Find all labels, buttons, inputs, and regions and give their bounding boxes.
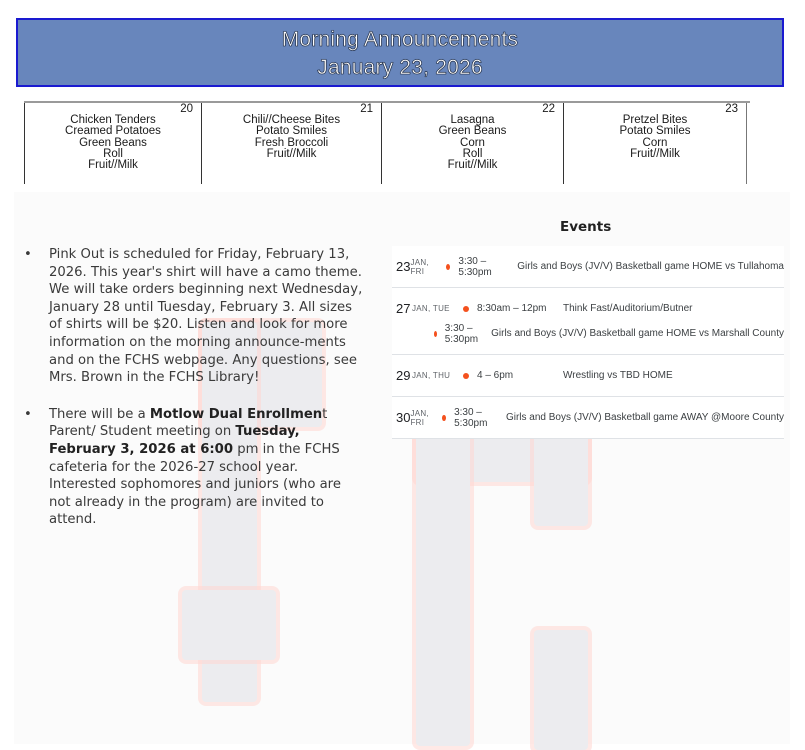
lunch-item: Corn bbox=[642, 136, 668, 149]
event-dot-icon bbox=[434, 331, 437, 337]
lunch-item: Creamed Potatoes bbox=[65, 125, 161, 138]
event-dot-icon bbox=[463, 373, 469, 379]
announcement-text: Pink Out is scheduled for Friday, February 13, 2026. This year's shirt will have a camo theme. We will take orders beginning next Wednesday, January 28 until Tuesday, February 3. All sizes of shirts will be $20. Listen and look for more information on the morning announce-ments and on the FCHS webpage. Any questions, see Mrs. Brown in the FCHS Library! bbox=[49, 247, 363, 386]
events-heading: Events bbox=[560, 219, 612, 235]
bullet-icon: • bbox=[24, 406, 32, 422]
event-day bbox=[392, 246, 784, 288]
event-title: Girls and Boys (JV/V) Basketball game AWAY @Moore County bbox=[505, 412, 784, 423]
event-time: 8:30am – 12pm bbox=[477, 303, 547, 314]
lunch-item: Fruit//Milk bbox=[447, 159, 498, 172]
lunch-item: Pretzel Bites bbox=[622, 114, 688, 126]
lunch-item: Roll bbox=[462, 147, 483, 160]
event-day-number: 29 bbox=[396, 368, 411, 383]
lunch-day-cell bbox=[201, 103, 381, 184]
event-day bbox=[392, 397, 784, 439]
event-title: Girls and Boys (JV/V) Basketball game HOME vs Tullahoma bbox=[517, 261, 784, 272]
event-time: 3:30 – 5:30pm bbox=[454, 406, 488, 429]
lunch-item: Green Beans bbox=[438, 125, 507, 138]
event-day-number: 30 bbox=[396, 410, 411, 425]
page-date: January 23, 2026 bbox=[317, 56, 483, 79]
page-title: Morning Announcements bbox=[281, 28, 519, 51]
announcement-bold-text: Tuesday, February 3, 2026 at 6:00 bbox=[49, 424, 300, 457]
header-banner bbox=[16, 18, 784, 87]
announcement-item bbox=[24, 406, 364, 529]
announcement-item bbox=[24, 246, 364, 387]
event-weekday: JAN, FRI bbox=[410, 257, 430, 276]
event-row[interactable] bbox=[392, 254, 784, 279]
event-time: 3:30 – 5:30pm bbox=[458, 255, 492, 278]
event-row[interactable] bbox=[392, 405, 784, 430]
announcement-text-part: pm in the FCHS cafeteria for the 2026-27 school year. Interested sophomores and juniors (who are not already in the program) are invited to attend. bbox=[49, 441, 341, 528]
lunch-day-number: 23 bbox=[725, 103, 738, 115]
lunch-item: Potato Smiles bbox=[256, 125, 327, 138]
announcement-bold-text: Motlow Dual Enrollmen bbox=[149, 406, 323, 422]
lunch-day-number: 21 bbox=[360, 103, 373, 115]
lunch-item: Chili//Cheese Bites bbox=[242, 114, 341, 126]
lunch-item: Fruit//Milk bbox=[266, 147, 317, 160]
event-dot-icon bbox=[463, 306, 469, 312]
lunch-item: Roll bbox=[103, 147, 123, 160]
lunch-menu bbox=[24, 101, 750, 184]
event-title: Girls and Boys (JV/V) Basketball game HOME vs Marshall County bbox=[491, 328, 784, 339]
lunch-item: Lasagna bbox=[450, 114, 495, 126]
lunch-item: Corn bbox=[460, 136, 485, 149]
event-row[interactable] bbox=[392, 363, 784, 388]
event-day bbox=[392, 288, 784, 355]
event-title: Think Fast/Auditorium/Butner bbox=[563, 303, 693, 314]
event-title: Wrestling vs TBD HOME bbox=[563, 370, 673, 381]
bullet-icon: • bbox=[24, 247, 32, 262]
lunch-day-number: 22 bbox=[542, 103, 555, 115]
event-time: 3:30 – 5:30pm bbox=[444, 322, 479, 345]
lunch-item: Green Beans bbox=[79, 136, 147, 149]
event-row[interactable] bbox=[392, 296, 784, 321]
event-dot-icon bbox=[446, 264, 450, 270]
event-dot-icon bbox=[442, 415, 446, 421]
event-time: 4 – 6pm bbox=[477, 370, 514, 381]
lunch-item: Fresh Broccoli bbox=[254, 136, 329, 149]
lunch-item: Chicken Tenders bbox=[70, 114, 156, 126]
lunch-day-cell bbox=[24, 103, 201, 184]
lunch-day-cell bbox=[563, 103, 747, 184]
lunch-item: Fruit//Milk bbox=[88, 159, 138, 172]
announcement-text-part: There will be a bbox=[49, 406, 150, 422]
event-weekday: JAN, THU bbox=[412, 371, 451, 380]
lunch-day-cell bbox=[381, 103, 563, 184]
event-weekday: JAN, FRI bbox=[410, 408, 430, 427]
lunch-day-number: 20 bbox=[180, 103, 193, 115]
events-list bbox=[392, 246, 784, 439]
lunch-item: Fruit//Milk bbox=[630, 147, 680, 160]
announcements-list bbox=[24, 246, 364, 548]
event-day-number: 23 bbox=[396, 259, 411, 274]
event-day bbox=[392, 355, 784, 397]
event-row[interactable] bbox=[392, 321, 784, 346]
event-day-number: 27 bbox=[396, 301, 411, 316]
event-weekday: JAN, TUE bbox=[412, 304, 450, 313]
announcement-text-part: t Parent/ Student meeting on bbox=[49, 406, 328, 440]
lunch-item: Potato Smiles bbox=[619, 125, 691, 138]
